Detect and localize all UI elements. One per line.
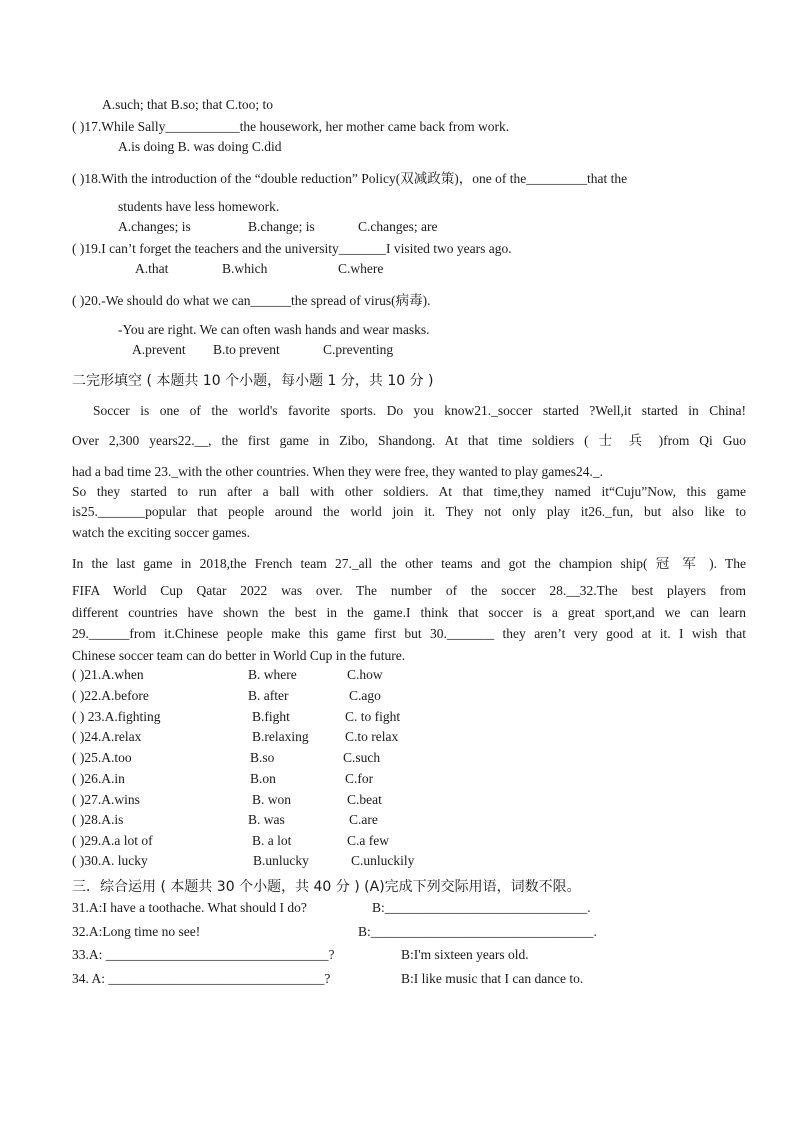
question-18-option-b: B.change; is <box>248 219 315 234</box>
cloze-option-a: ( )26.A.in <box>72 771 125 786</box>
cloze-option-b: B. won <box>252 792 292 807</box>
cloze-option-c: C.unluckily <box>351 853 415 868</box>
question-18-option-a: A.changes; is <box>118 219 191 234</box>
cloze-option-c: C. to fight <box>345 709 401 724</box>
cloze-option-b: B.on <box>250 771 276 786</box>
dialogue-b: B:______________________________. <box>372 900 591 915</box>
section-2-heading: 二完形填空 ( 本题共 10 个小题，每小题 1 分，共 10 分 ) <box>72 373 434 389</box>
passage-line: In the last game in 2018,the French team 27._all the other teams and got the champion ship( 冠 军 ). The <box>72 556 746 571</box>
section-3-heading: 三．综合运用 ( 本题共 30 个小题，共 40 分 ) (A)完成下列交际用语，词数不限。 <box>72 879 581 895</box>
question-19-option-a: A.that <box>135 261 169 276</box>
cloze-option-c: C.are <box>349 812 378 827</box>
passage-line: had a bad time 23._with the other countries. When they were free, they wanted to play games24._. <box>72 464 603 479</box>
cloze-option-b: B. a lot <box>252 833 292 848</box>
cloze-option-a: ( ) 23.A.fighting <box>72 709 161 724</box>
cloze-option-c: C.beat <box>347 792 382 807</box>
passage-line: is25._______popular that people around the world join it. They not only play it26._fun, but also like to <box>72 504 746 519</box>
question-19-option-b: B.which <box>222 261 268 276</box>
question-18: ( )18.With the introduction of the “double reduction” Policy(双减政策)，one of the_________that the <box>72 171 628 186</box>
cloze-option-c: C.how <box>347 667 383 682</box>
passage-line: Soccer is one of the world's favorite sports. Do you know21._soccer started ?Well,it started in China! <box>93 403 746 418</box>
passage-line: Over 2,300 years22.__, the first game in Zibo, Shandong. At that time soldiers ( 士 兵 )from Qi Guo <box>72 433 746 448</box>
cloze-option-b: B.so <box>250 750 275 765</box>
cloze-option-b: B.fight <box>252 709 290 724</box>
dialogue-b: B:I'm sixteen years old. <box>401 947 529 962</box>
cloze-option-a: ( )29.A.a lot of <box>72 833 153 848</box>
dialogue-b: B:_________________________________. <box>358 924 597 939</box>
cloze-option-b: B. was <box>248 812 285 827</box>
question-19-option-c: C.where <box>338 261 384 276</box>
question-18-option-c: C.changes; are <box>358 219 438 234</box>
cloze-option-b: B.unlucky <box>253 853 309 868</box>
cloze-option-a: ( )27.A.wins <box>72 792 140 807</box>
question-20-reply: -You are right. We can often wash hands and wear masks. <box>118 322 430 337</box>
passage-line: watch the exciting soccer games. <box>72 525 251 540</box>
question-20-option-c: C.preventing <box>323 342 394 357</box>
dialogue-b: B:I like music that I can dance to. <box>401 971 584 986</box>
cloze-option-a: ( )25.A.too <box>72 750 132 765</box>
cloze-option-a: ( )21.A.when <box>72 667 144 682</box>
passage-line: different countries have shown the best in the game.I think that soccer is a great sport,and we can learn <box>72 605 746 620</box>
dialogue-a: 31.A:I have a toothache. What should I do? <box>72 900 307 915</box>
question-16-options: A.such; that B.so; that C.too; to <box>102 97 273 112</box>
question-18-stem-continued: students have less homework. <box>118 199 280 214</box>
question-17: ( )17.While Sally___________the housework, her mother came back from work. <box>72 119 510 134</box>
question-20: ( )20.-We should do what we can______the spread of virus(病毒). <box>72 293 431 308</box>
cloze-option-c: C.to relax <box>345 729 399 744</box>
cloze-option-c: C.a few <box>347 833 389 848</box>
question-20-option-b: B.to prevent <box>213 342 280 357</box>
cloze-option-b: B. after <box>248 688 289 703</box>
cloze-option-a: ( )28.A.is <box>72 812 124 827</box>
dialogue-a: 32.A:Long time no see! <box>72 924 201 939</box>
cloze-option-c: C.such <box>343 750 381 765</box>
cloze-option-b: B. where <box>248 667 297 682</box>
dialogue-a: 34. A: ________________________________? <box>72 971 331 986</box>
dialogue-a: 33.A: _________________________________? <box>72 947 335 962</box>
cloze-option-b: B.relaxing <box>252 729 309 744</box>
cloze-option-c: C.for <box>345 771 374 786</box>
passage-line: So they started to run after a ball with other soldiers. At that time,they named it“Cuju”Now, this game <box>72 484 746 499</box>
passage-line: FIFA World Cup Qatar 2022 was over. The number of the soccer 28.__32.The best players from <box>72 583 746 598</box>
question-17-options: A.is doing B. was doing C.did <box>118 139 282 154</box>
cloze-option-a: ( )30.A. lucky <box>72 853 148 868</box>
passage-line: 29.______from it.Chinese people make this game first but 30._______ they aren’t very good at it. I wish that <box>72 626 746 641</box>
cloze-option-a: ( )24.A.relax <box>72 729 142 744</box>
passage-line: Chinese soccer team can do better in World Cup in the future. <box>72 648 406 663</box>
cloze-option-c: C.ago <box>349 688 381 703</box>
question-20-option-a: A.prevent <box>132 342 186 357</box>
cloze-option-a: ( )22.A.before <box>72 688 149 703</box>
question-19: ( )19.I can’t forget the teachers and the university_______I visited two years ago. <box>72 241 512 256</box>
